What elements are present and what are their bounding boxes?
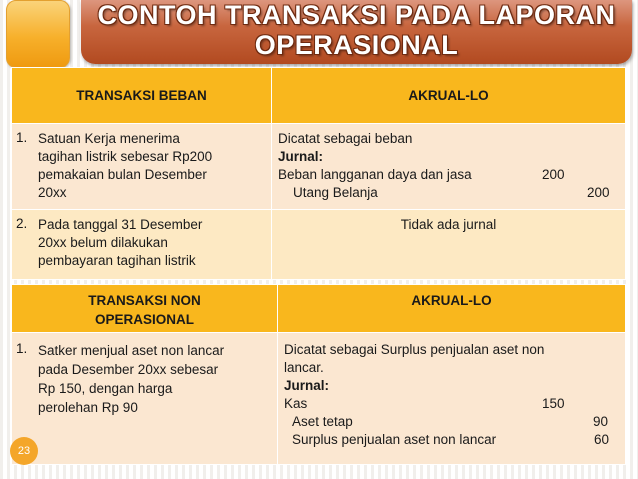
- item-text-line: Satuan Kerja menerima: [38, 131, 180, 146]
- table-header-row: [12, 285, 626, 333]
- item-text-line: pembayaran tagihan listrik: [38, 253, 196, 268]
- journal-entry-debit: Beban langganan daya dan jasa: [278, 167, 472, 182]
- page-number-badge: 23: [10, 437, 38, 465]
- item-number: 1.: [16, 130, 28, 145]
- journal-entry-credit: Surplus penjualan aset non lancar: [292, 432, 497, 447]
- table-header-row: [12, 68, 626, 124]
- list-item: [12, 130, 271, 202]
- title-line-2: OPERASIONAL: [254, 30, 459, 60]
- akrual-text: Dicatat sebagai Surplus penjualan aset non: [284, 342, 545, 357]
- akrual-text: lancar.: [284, 360, 324, 375]
- logo-box: [6, 0, 70, 68]
- debit-amount: 150: [542, 396, 565, 411]
- header-line: TRANSAKSI NON: [88, 293, 201, 308]
- credit-amount: 60: [594, 432, 610, 447]
- item-text-line: pada Desember 20xx sebesar: [38, 362, 219, 377]
- list-item: [12, 216, 271, 270]
- credit-amount: 90: [593, 414, 609, 429]
- list-item: [12, 341, 277, 417]
- table-row: [12, 124, 626, 210]
- jurnal-label: Jurnal:: [278, 149, 324, 164]
- transaksi-beban-table: [11, 67, 626, 280]
- item-text-line: pemakaian bulan Desember: [38, 167, 207, 182]
- transaksi-non-operasional-table: [11, 284, 626, 465]
- header-line: OPERASIONAL: [94, 312, 194, 327]
- item-number: 2.: [16, 216, 28, 231]
- item-text-line: Pada tanggal 31 Desember: [38, 217, 203, 232]
- item-text-line: 20xx: [38, 185, 67, 200]
- journal-entry-credit: Aset tetap: [292, 414, 353, 429]
- item-text-line: Satker menjual aset non lancar: [38, 343, 225, 358]
- header-transaksi-non-operasional: [12, 285, 278, 333]
- header-akrual-lo: AKRUAL-LO: [272, 68, 626, 124]
- credit-amount: 200: [587, 185, 610, 200]
- akrual-text: Dicatat sebagai beban: [278, 131, 413, 146]
- item-text-line: 20xx belum dilakukan: [38, 235, 168, 250]
- jurnal-label: Jurnal:: [284, 378, 330, 393]
- table-row: [12, 210, 626, 280]
- header-transaksi-beban: TRANSAKSI BEBAN: [12, 68, 272, 124]
- debit-amount: 200: [542, 167, 565, 182]
- item-number: 1.: [16, 341, 28, 356]
- journal-entry-credit: Utang Belanja: [293, 185, 378, 200]
- item-text-line: Rp 150, dengan harga: [38, 381, 173, 396]
- header-akrual-lo: AKRUAL-LO: [278, 285, 626, 333]
- item-text-line: tagihan listrik sebesar Rp200: [38, 149, 213, 164]
- journal-entry-debit: Kas: [284, 396, 308, 411]
- title-line-1: CONTOH TRANSAKSI PADA LAPORAN: [97, 0, 616, 30]
- item-text-line: perolehan Rp 90: [38, 400, 138, 415]
- table-row: [12, 333, 626, 465]
- akrual-text: Tidak ada jurnal: [272, 210, 626, 280]
- slide-title: [81, 0, 632, 60]
